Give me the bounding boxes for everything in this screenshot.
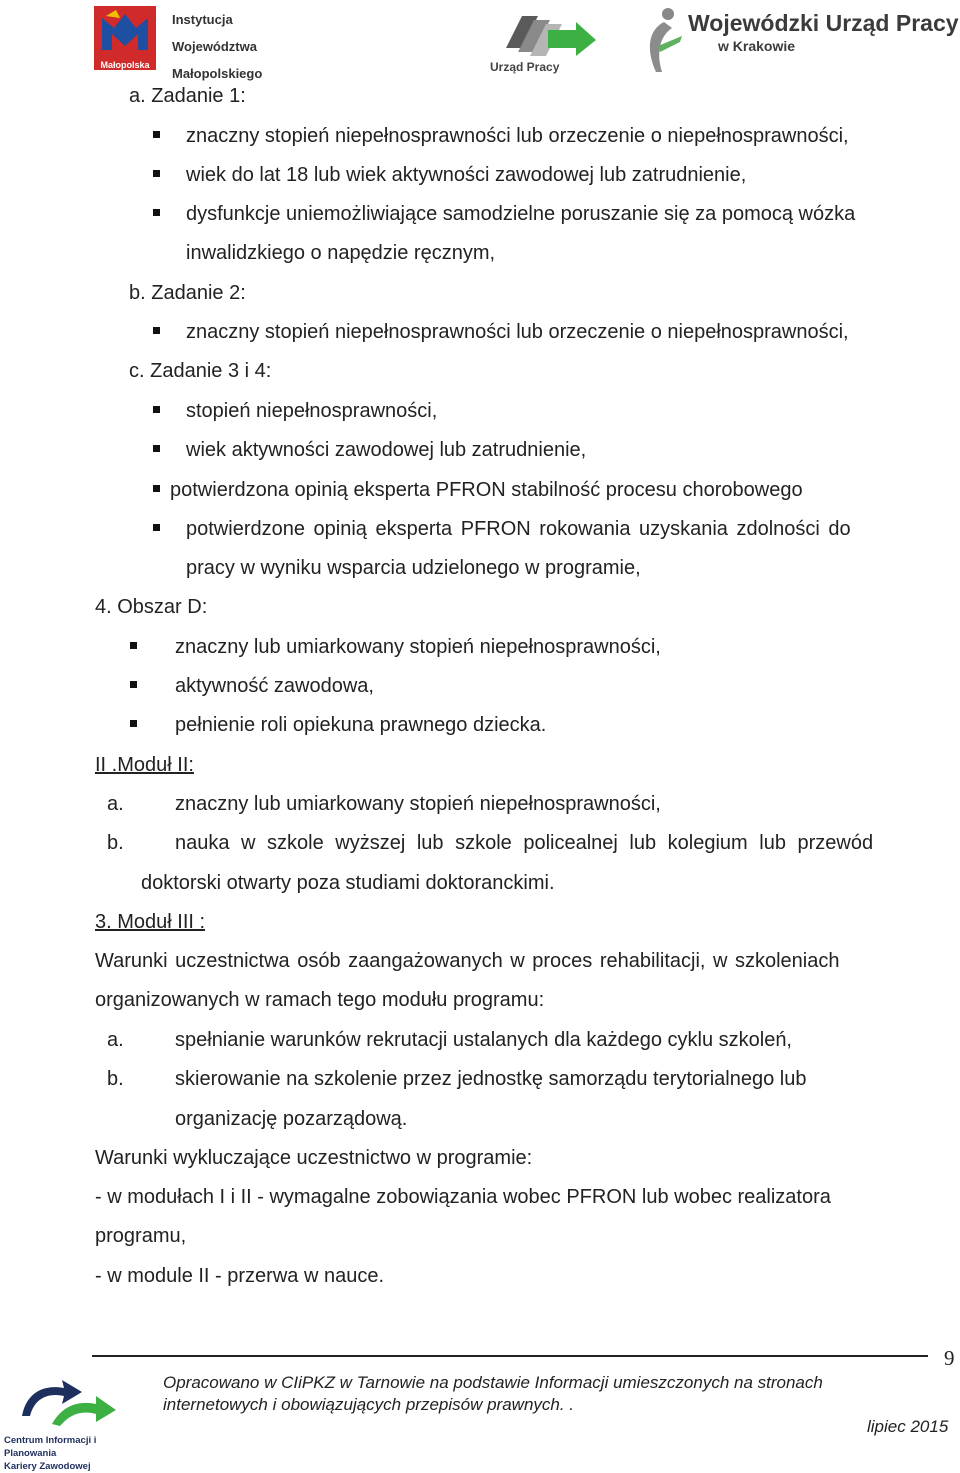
list-item: wiek do lat 18 lub wiek aktywności zawodowej lub zatrudnienie, xyxy=(186,164,747,186)
obszar-d-heading: 4. Obszar D: xyxy=(95,596,208,618)
footer-date: lipiec 2015 xyxy=(867,1417,949,1436)
cipkz-caption: Centrum Informacji i Planowania Kariery Zawodowej xyxy=(4,1435,97,1472)
list-marker: b. xyxy=(107,1068,124,1090)
list-item: znaczny stopień niepełnosprawności lub orzeczenie o niepełnosprawności, xyxy=(186,125,849,147)
runner-figure-icon xyxy=(638,6,686,76)
modul-ii-heading: II .Moduł II: xyxy=(95,754,194,776)
list-item-continuation: doktorski otwarty poza studiami doktoranckimi. xyxy=(141,872,555,894)
bullet-icon xyxy=(153,524,160,531)
wup-krakow-logo xyxy=(638,6,959,76)
paragraph-line: organizowanych w ramach tego modułu programu: xyxy=(95,989,545,1011)
paragraph-line: Warunki uczestnictwa osób zaangażowanych w proces rehabilitacji, w szkoleniach xyxy=(95,950,840,972)
bullet-icon xyxy=(130,720,137,727)
list-item: wiek aktywności zawodowej lub zatrudnienie, xyxy=(186,439,587,461)
zadanie-1-heading: a. Zadanie 1: xyxy=(129,85,246,107)
zadanie-2-heading: b. Zadanie 2: xyxy=(129,282,246,304)
exclusion-item: - w modułach I i II - wymagalne zobowiązania wobec PFRON lub wobec realizatora xyxy=(95,1186,831,1208)
list-item: znaczny lub umiarkowany stopień niepełnosprawności, xyxy=(175,636,661,658)
list-item-continuation: inwalidzkiego o napędzie ręcznym, xyxy=(186,242,496,264)
list-item: dysfunkcje uniemożliwiające samodzielne poruszanie się za pomocą wózka xyxy=(186,203,856,225)
bullet-icon xyxy=(153,485,160,492)
list-item: nauka w szkole wyższej lub szkole policealnej lub kolegium lub przewód xyxy=(175,832,874,854)
list-item: znaczny lub umiarkowany stopień niepełnosprawności, xyxy=(175,793,661,815)
malopolska-badge-label: Małopolska xyxy=(100,60,150,70)
list-marker: a. xyxy=(107,1029,124,1051)
urzad-pracy-caption: Urząd Pracy xyxy=(490,60,560,74)
footer-note-line-1-text: Opracowano w CIiPKZ w Tarnowie na podstawie Informacji umieszczonych na stronach xyxy=(163,1373,823,1392)
list-item: spełnianie warunków rekrutacji ustalanych dla każdego cyklu szkoleń, xyxy=(175,1029,792,1051)
exclusions-heading: Warunki wykluczające uczestnictwo w programie: xyxy=(95,1147,533,1169)
list-marker: b. xyxy=(107,832,124,854)
bullet-icon xyxy=(153,406,160,413)
list-item: stopień niepełnosprawności, xyxy=(186,400,438,422)
institution-name: Instytucja Województwa Małopolskiego xyxy=(172,12,263,81)
cipkz-arrows-icon xyxy=(12,1376,122,1434)
bullet-icon xyxy=(153,445,160,452)
urzad-pracy-logo xyxy=(488,8,598,76)
bullet-icon xyxy=(130,642,137,649)
bullet-icon xyxy=(153,170,160,177)
wup-subtitle: w Krakowie xyxy=(718,38,796,54)
list-item: potwierdzone opinią eksperta PFRON rokowania uzyskania zdolności do xyxy=(186,518,851,540)
cipkz-logo xyxy=(4,1376,134,1472)
exclusion-item-continuation: programu, xyxy=(95,1225,187,1247)
bullet-icon xyxy=(153,327,160,334)
malopolska-badge-icon xyxy=(94,6,156,70)
stacked-arrows-icon xyxy=(488,8,598,60)
list-item: skierowanie na szkolenie przez jednostkę samorządu terytorialnego lub xyxy=(175,1068,807,1090)
list-marker: a. xyxy=(107,793,124,815)
footer-note-line-2-text: internetowych i obowiązujących przepisów prawnych. . xyxy=(163,1395,575,1414)
wup-title: Wojewódzki Urząd Pracy xyxy=(688,10,959,36)
list-item: pełnienie roli opiekuna prawnego dziecka. xyxy=(175,714,547,736)
list-item-continuation: pracy w wyniku wsparcia udzielonego w programie, xyxy=(186,557,641,579)
bullet-icon xyxy=(130,681,137,688)
list-item: znaczny stopień niepełnosprawności lub orzeczenie o niepełnosprawności, xyxy=(186,321,849,343)
list-item: aktywność zawodowa, xyxy=(175,675,374,697)
page-number: 9 xyxy=(944,1346,955,1370)
list-item: potwierdzona opinią eksperta PFRON stabilność procesu chorobowego xyxy=(170,479,803,501)
bullet-icon xyxy=(153,209,160,216)
exclusion-item: - w module II - przerwa w nauce. xyxy=(95,1265,384,1287)
bullet-icon xyxy=(153,131,160,138)
list-item-continuation: organizację pozarządową. xyxy=(175,1108,408,1130)
footer-rule xyxy=(92,1355,928,1357)
zadanie-3-4-heading: c. Zadanie 3 i 4: xyxy=(129,360,272,382)
modul-iii-heading: 3. Moduł III : xyxy=(95,911,206,933)
malopolska-logo xyxy=(94,6,269,81)
